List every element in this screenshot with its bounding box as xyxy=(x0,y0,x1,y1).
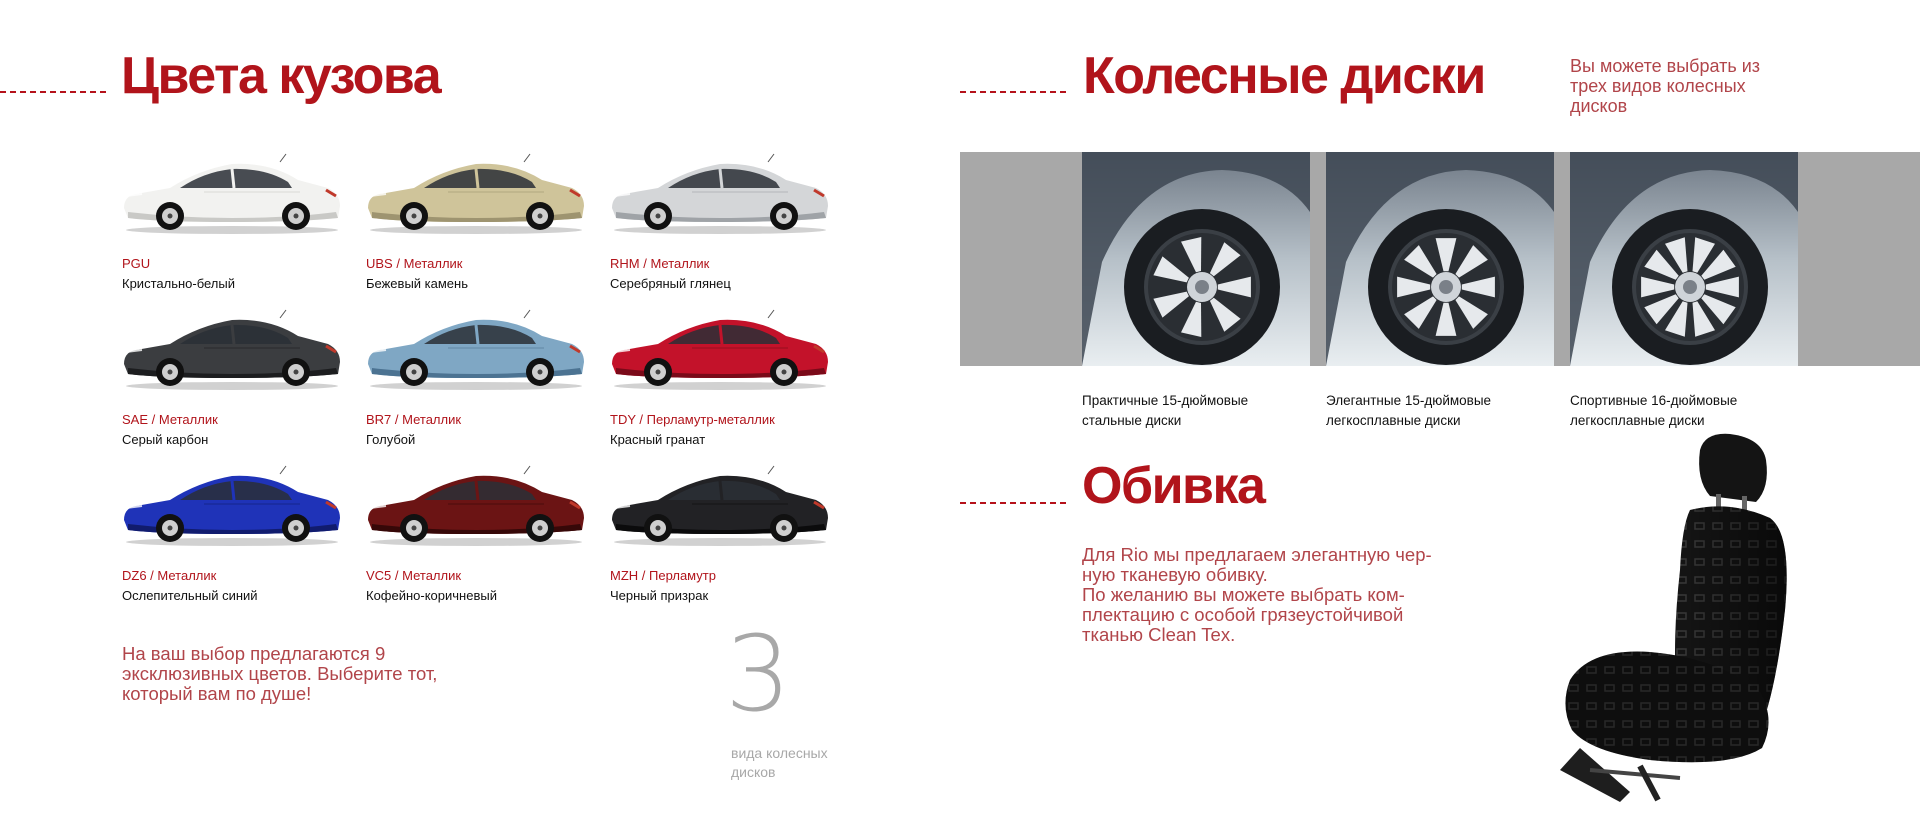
colors-intro: На ваш выбор предлагаются 9 эксклюзивных цветов. Выберите тот, который вам по душе! xyxy=(122,643,438,704)
upholstery-description xyxy=(1082,545,1452,645)
wheel-graphic xyxy=(1570,152,1798,366)
car-swatch xyxy=(364,462,589,547)
car-color-name: Черный призрак xyxy=(610,588,709,603)
car-image xyxy=(120,150,345,235)
car-color-name: Кристально-белый xyxy=(122,276,235,291)
wheel-photo xyxy=(1082,152,1310,366)
car-image xyxy=(608,462,833,547)
car-image xyxy=(364,462,589,547)
wheels-title: Колесные диски xyxy=(1083,47,1485,105)
wheel-graphic xyxy=(1082,152,1310,366)
car-seat-graphic xyxy=(1530,430,1810,810)
car-color-name: Красный гранат xyxy=(610,432,706,447)
wheel-photo xyxy=(1326,152,1554,366)
upholstery-line-5: тканью Clean Tex. xyxy=(1082,624,1236,645)
car-color-code: UBS / Металлик xyxy=(366,256,463,271)
wheel-caption-line-1: Элегантные 15-дюймовые xyxy=(1326,393,1492,408)
car-image xyxy=(608,150,833,235)
upholstery-line-4: плектацию с особой грязеустойчивой xyxy=(1082,604,1404,625)
section-divider-upholstery xyxy=(960,502,1066,504)
wheel-graphic xyxy=(1326,152,1554,366)
wheels-subtitle: Вы можете выбрать из трех видов колесных дисков xyxy=(1570,56,1761,116)
wheel-caption xyxy=(1326,391,1546,431)
car-color-name: Кофейно-коричневый xyxy=(366,588,497,603)
car-image xyxy=(120,462,345,547)
upholstery-line-1: Для Rio мы предлагаем элегантную чер- xyxy=(1082,544,1432,565)
car-image xyxy=(364,306,589,391)
car-color-name: Бежевый камень xyxy=(366,276,468,291)
car-color-code: MZH / Перламутр xyxy=(610,568,716,583)
car-swatch xyxy=(608,306,833,391)
wheel-caption-line-2: легкосплавные диски xyxy=(1326,413,1461,428)
car-color-code: SAE / Металлик xyxy=(122,412,218,427)
car-image xyxy=(364,150,589,235)
car-image xyxy=(608,306,833,391)
car-swatch xyxy=(120,462,345,547)
wheel-caption-line-1: Спортивные 16-дюймовые xyxy=(1570,393,1738,408)
upholstery-line-2: ную тканевую обивку. xyxy=(1082,564,1268,585)
car-color-name: Ослепительный синий xyxy=(122,588,258,603)
wheel-count-number: 3 xyxy=(725,613,792,735)
upholstery-line-3: По желанию вы можете выбрать ком- xyxy=(1082,584,1405,605)
wheel-count-caption: вида колесных дисков xyxy=(731,745,828,780)
car-swatch xyxy=(364,306,589,391)
car-color-name: Серебряный глянец xyxy=(610,276,731,291)
wheel-caption xyxy=(1570,391,1790,431)
car-swatch xyxy=(608,150,833,235)
wheel-caption-line-2: легкосплавные диски xyxy=(1570,413,1705,428)
car-swatch xyxy=(120,306,345,391)
car-swatch xyxy=(364,150,589,235)
car-swatch xyxy=(608,462,833,547)
wheel-caption-line-1: Практичные 15-дюймовые xyxy=(1082,393,1249,408)
car-color-code: BR7 / Металлик xyxy=(366,412,462,427)
car-color-code: DZ6 / Металлик xyxy=(122,568,217,583)
car-color-code: TDY / Перламутр-металлик xyxy=(610,412,775,427)
colors-title: Цвета кузова xyxy=(121,47,441,105)
car-color-name: Голубой xyxy=(366,432,416,447)
section-divider-wheels xyxy=(960,91,1066,93)
car-color-code: RHM / Металлик xyxy=(610,256,710,271)
wheel-caption xyxy=(1082,391,1302,431)
car-color-name: Серый карбон xyxy=(122,432,209,447)
section-divider-colors xyxy=(0,91,106,93)
car-swatch xyxy=(120,150,345,235)
car-color-code: VC5 / Металлик xyxy=(366,568,462,583)
upholstery-title: Обивка xyxy=(1082,457,1265,515)
car-color-code: PGU xyxy=(122,256,151,271)
car-seat-image xyxy=(1530,430,1810,810)
wheel-photo xyxy=(1570,152,1798,366)
car-image xyxy=(120,306,345,391)
wheel-caption-line-2: стальные диски xyxy=(1082,413,1182,428)
